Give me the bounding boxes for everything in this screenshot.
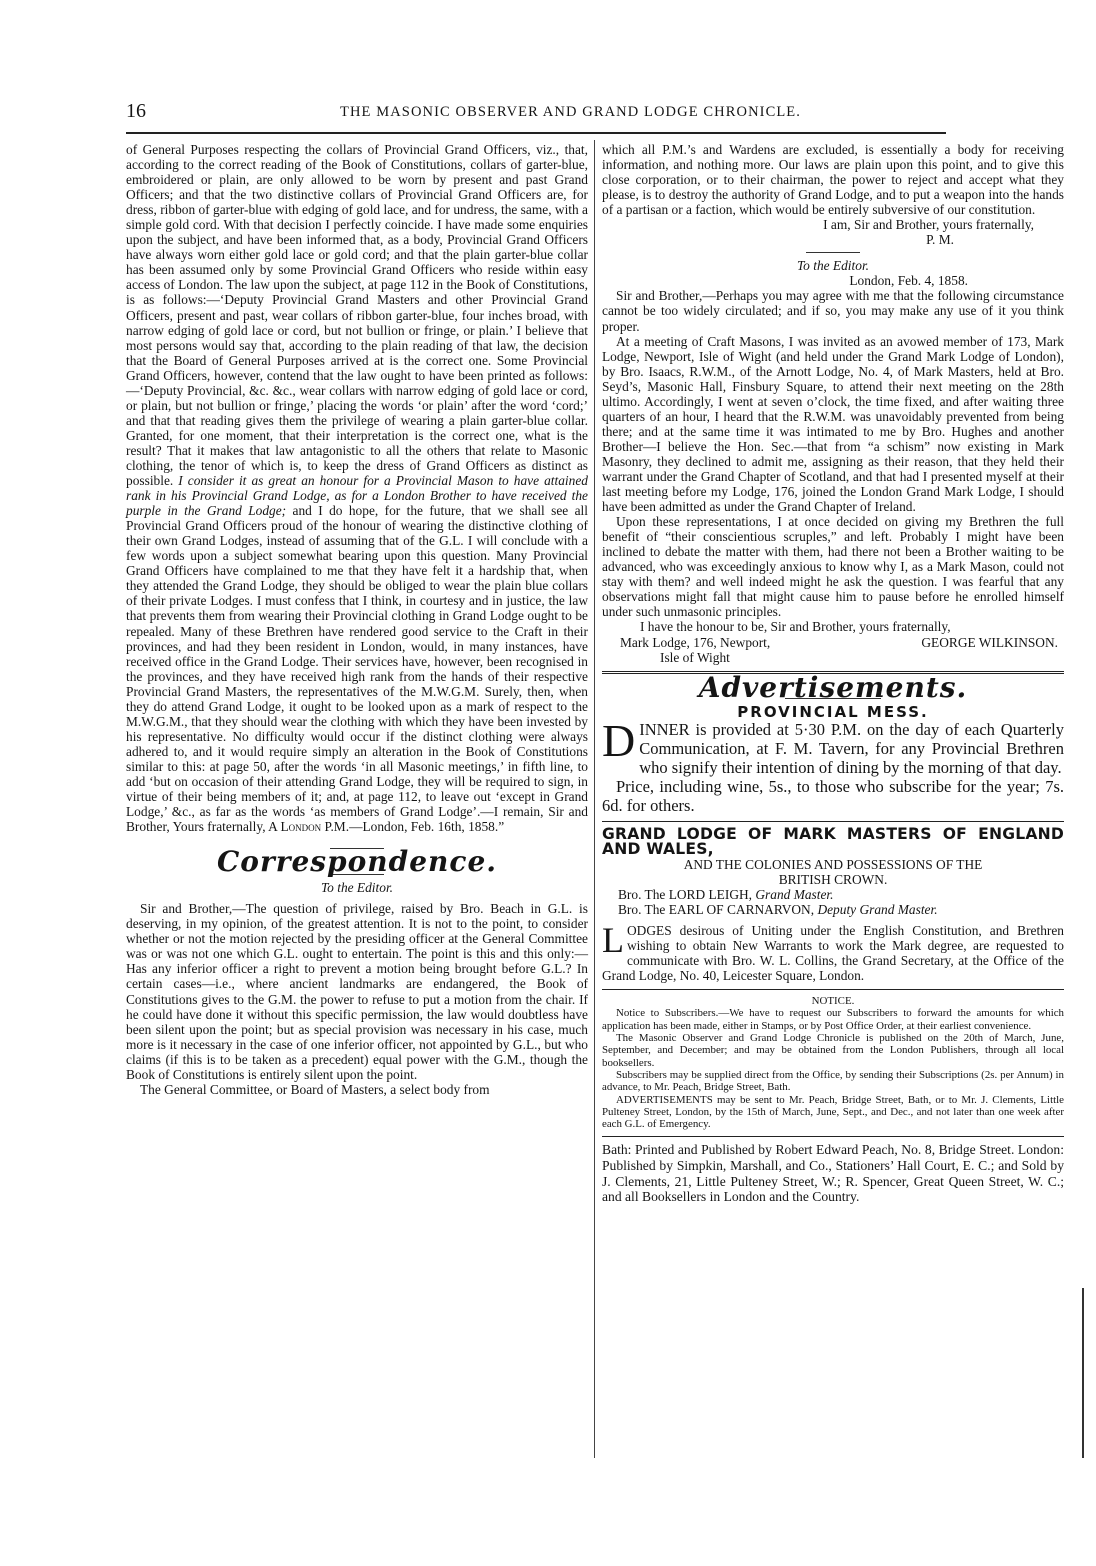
- advertisements-title: Advertisements.: [698, 670, 968, 704]
- grand-master-line: Bro. The LORD LEIGH, Grand Master.: [618, 886, 834, 902]
- closing-line: I am, Sir and Brother, yours fraternally,: [823, 217, 1034, 233]
- notice-publication: The Masonic Observer and Grand Lodge Chronicle is published on the 20th of March, June, September, and December; and may be obtained from the London Publishers, through all local booksellers.: [602, 1032, 1064, 1069]
- closing-signature: P. M.: [926, 232, 954, 248]
- footer-rule: [602, 1136, 1064, 1137]
- signature-row: Mark Lodge, 176, Newport, GEORGE WILKINSON.: [620, 634, 1058, 650]
- notice-title: NOTICE.: [811, 995, 855, 1008]
- dropcap-l: L: [602, 919, 624, 960]
- ad-divider-2: [602, 989, 1064, 990]
- provincial-mess-title: PROVINCIAL MESS.: [737, 702, 929, 721]
- right-column: [602, 142, 1064, 1205]
- letter-mark-paragraph-3: Upon these representations, I at once decided on giving my Brethren the full benefit of “their conscientious scruples,” and left. Probably I might have been inclined to debate the matter with them, had there not been a Brother waiting to be advanced, who was exceedingly anxious to know why I, as a Mark Mason, could not stay with them? and well indeed might he ask the question. I was fearful that any observations might fall that might cause him to pause before he enrolled himself under such unmasonic principles.: [602, 514, 1064, 620]
- to-the-editor-heading: To the Editor.: [320, 880, 394, 896]
- grand-lodge-subtitle-1: AND THE COLONIES AND POSSESSIONS OF THE: [683, 856, 983, 872]
- letter-mark-paragraph-2: At a meeting of Craft Masons, I was invited as an avowed member of 173, Mark Lodge, Newport, Isle of Wight (and held under the Grand Mark Lodge of London), by Bro. Isaacs, R.W.M., of the Arnott Lodge, No. 4, of Mark Masters, held at Bro. Seyd’s, Masonic Hall, Finsbury Square, to attend their next meeting on the 28th ultimo. Accordingly, I went at seven o’clock, the time fixed, and after waiting three quarters of an hour, I heard that the R.W.M. was unavoidably prevented from being there; and at the same time it was intimated to me by Bro. Hughes and another Brother—I believe the Hon. Sec.—that from “a schism” now existing in Mark Masonry, they declined to admit me, assigning as their reason, that they held their warrant under the Grand Chapter of Scotland, and that had I presented myself at their last meeting before my Lodge, 176, joined the London Grand Mark Lodge, I should have been admitted as under the Grand Chapter of Ireland.: [602, 333, 1064, 515]
- section-title-correspondence: Correspondence.: [216, 845, 497, 879]
- page-number: 16: [126, 100, 146, 122]
- ad-divider-1: [602, 821, 1064, 822]
- letter-privilege-continued: The General Committee, or Board of Masters, a select body from: [140, 1081, 490, 1097]
- letter-privilege-paragraph: Sir and Brother,—The question of privilege, raised by Bro. Beach in G.L. is deserving, in my opinion, of the greatest attention. It is not to the point, to consider whether or not the motion rejected by the presiding officer at the General Committee was or was not one which G.L. ought to entertain. The point is this and this only:—Has any inferior officer a right to prevent a motion being brought before G.L.? In certain cases—i.e., where ancient landmarks are endangered, the Book of Constitutions gives to the G.M. the power to refuse to put a motion from the chair. If he could have done it without this specific permission, the law would doubtless have been silent upon the point; but as special provision was necessary in his case, much more is it necessary in the case of one inferior officer, not appointed by G.L., but who claims (if this is to be taken as a precedent) equal power with the G.M., though the Book of Constitutions is entirely silent upon the point.: [126, 901, 588, 1082]
- provincial-mess-ad: DINNER is provided at 5·30 P.M. on the day of each Quarterly Communication, at F. M. Tavern, for any Provincial Brethren who signify their intention of dining by the morning of that day. Price, including wine, 5s., to those who subscribe for the year; 7s. 6d. for others.: [602, 714, 1064, 815]
- grand-lodge-title: GRAND LODGE OF MARK MASTERS OF ENGLAND AND WALES,: [602, 824, 1064, 858]
- header-rule: [126, 132, 946, 134]
- left-column: [126, 142, 588, 1097]
- grand-lodge-subtitle-2: BRITISH CROWN.: [778, 871, 888, 887]
- margin-mark: [1082, 1288, 1084, 1458]
- letter-divider: [806, 252, 860, 253]
- dropcap-d: D: [602, 714, 636, 766]
- letter-mark-honour: I have the honour to be, Sir and Brother, yours fraternally,: [640, 619, 951, 635]
- notice-block: [602, 995, 1064, 1130]
- dateline: London, Feb. 4, 1858.: [849, 273, 968, 289]
- to-the-editor-heading-2: To the Editor.: [796, 258, 870, 274]
- notice-subscriptions: Subscribers may be supplied direct from the Office, by sending their Subscriptions (2s. per Annum) in advance, to Mr. Peach, Bridge Street, Bath.: [602, 1068, 1064, 1094]
- letter-continued: of General Purposes respecting the collars of Provincial Grand Officers, viz., that, according to the correct reading of the Book of Constitutions, collars of garter-blue, embroidered or plain, are only allowed to be worn by present and past Grand Officers; and that the two distinctive collars of Provincial Grand Officers are, for dress, ribbon of garter-blue with edging of gold lace, and for undress, the same, with a simple gold cord. With that decision I perfectly coincide. I have made some enquiries upon the subject, and have been informed that, as a body, Provincial Grand Officers have always worn either gold lace or gold cord; and that the plain garter-blue collar has been assumed only by some Provincial Grand Officers who reside within easy access of London. The law upon the subject, at page 112 in the Book of Constitutions, is as follows:—‘Deputy Provincial Grand Masters and other Provincial Grand Officers, present and past, wear collars of ribbon garter-blue, four inches broad, with narrow edging of gold lace or cord, but not bullion or fringe, or plain.’ I believe that most persons would say that, according to the plain reading of that law, the decision that the Board of General Purposes arrived at is the correct one. Some Provincial Grand Officers, however, contend that the law ought to have been printed as follows:—‘Deputy Provincial, &c. &c., wear collars with narrow edging of gold lace or cord, or plain, but not bullion or fringe,’ placing the words ‘or plain’ after the word ‘cord;’ and that that reading gives them the privilege of wearing a plain garter-blue collar. Granted, for one moment, that their interpretation is the correct one, what is the result? That it makes that law antagonistic to all the others that relate to Masonic clothing, the tenor of which is, to keep the dress of Grand Officers as distinct as possible. I consider it as great an honour for a Provincial Mason to have attained rank in his Provincial Grand Lodge, as for a London Brother to have received the purple in the Grand Lodge; and I do hope, for the future, that we shall see all Provincial Grand Officers proud of the honour of wearing the distinctive clothing of their own Grand Lodges, instead of assuming that of the G.L. I will conclude with a few words upon a subject somewhat bearing upon this question. Many Provincial Grand Officers have complained to me that they have felt it a hardship that, when they attended the Grand Lodge, they should be obliged to wear the plain blue collars of their private Lodges. I must confess that I think, in courtesy and in justice, the law that prevents them from wearing their Provincial clothing in Grand Lodge ought to be repealed. Many of these Brethren have rendered good service to the Craft in their provinces, and had they been resident in London, would, in many instances, have received office in the Grand Lodge. Their services have, however, been recognised in the provinces, and they have received high rank from the hands of their respective Provincial Grand Masters, the representatives of the M.W.G.M. Surely, then, when they do attend Grand Lodge, it ought to be looked upon as a mark of respect to the M.W.G.M., that they should wear the clothing with which they have been invested by his representative. No difficulty would occur if the distinct clothing were always adhered to, and it would require simply an alteration in the Book of Constitutions similar to this: at page 50, after the words ‘in all Masonic meetings,’ in fifth line, to add ‘but on occasion of their attending Grand Lodge, they will be required to sign, in virtue of their being members of it; and, at page 112, to leave out ‘except in Grand Lodge,’ &c., as far as the words ‘as members of Grand Lodge’.—I remain, Sir and Brother, Yours fraternally, A London P.M.—London, Feb. 16th, 1858.”: [126, 142, 589, 835]
- deputy-grand-master-line: Bro. The EARL OF CARNARVON, Deputy Grand Master.: [618, 901, 938, 917]
- signature-place: Isle of Wight: [660, 649, 730, 665]
- imprint-footer: Bath: Printed and Published by Robert Edward Peach, No. 8, Bridge Street. London: Published by Simpkin, Marshall, and Co., Stationers’ Hall Court, E. C.; and Sold by J. Clements, 21, Little Pulteney Street, W.; R. Spencer, Great Queen Street, W. C.; and all Booksellers in London and the Country.: [602, 1142, 1064, 1205]
- lodges-ad: LODGES desirous of Uniting under the English Constitution, and Brethren wishing to obtain New Warrants to work the Mark degree, are requested to communicate with Bro. W. L. Collins, the Grand Secretary, at the Office of the Grand Lodge, No. 40, Leicester Square, London.: [602, 919, 1064, 984]
- column-divider: [594, 140, 595, 1458]
- letter-mark-paragraph-1: Sir and Brother,—Perhaps you may agree with me that the following circumstance cannot be too widely circulated; and if so, you may make any use of it you think proper.: [602, 288, 1064, 334]
- running-title: THE MASONIC OBSERVER AND GRAND LODGE CHRONICLE.: [340, 104, 801, 120]
- notice-advertisements: ADVERTISEMENTS may be sent to Mr. Peach, Bridge Street, Bath, or to Mr. J. Clements, Little Pulteney Street, London, by the 15th of March, June, Sept., and Dec., and not later than one week after each G.L. of Emergency.: [602, 1093, 1064, 1131]
- letter-privilege-end: which all P.M.’s and Wardens are excluded, is essentially a body for receiving information, and nothing more. Our laws are plain upon this point, and to give this close corporation, or to their chairman, the power to reject and accept what they please, is to destroy the authority of Grand Lodge, and to put a weapon into the hands of a partisan or a faction, which would be entirely subversive of our constitution.: [602, 142, 1064, 218]
- notice-subscribers: Notice to Subscribers.—We have to request our Subscribers to forward the amounts for which application has been made, either in Stamps, or by Post Office Order, at their earliest convenience.: [602, 1007, 1064, 1032]
